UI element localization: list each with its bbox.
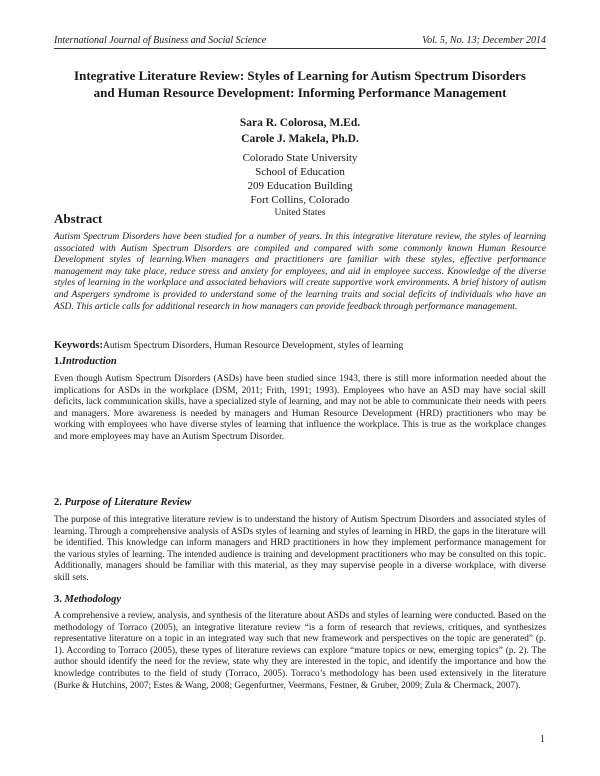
abstract-text: Autism Spectrum Disorders have been studied for a number of years. In this integrative literature review, the styles of learning associated with Autism Spectrum Disorders are compiled and compared with some commonly known Human Resource Development styles of learning.When managers and practitioners are familiar with these styles, effective performance management may take place, reduce stress and anxiety for employees, and aid in employee success. Knowledge of the diverse styles of learning in the workplace and associated behaviors will create supportive work environments. A brief history of autism and Aspergers syndrome is provided to understand some of the learning traits and social deficits of individuals who have an ASD. This article calls for additional research in how managers can provide feedback through performance management.	[54, 232, 546, 312]
keywords-line	[54, 340, 546, 351]
section-title: Methodology	[64, 594, 122, 605]
section-text-purpose: The purpose of this integrative literature review is to understand the history of Autism Spectrum Disorders and associated styles of learning. Through a comprehensive analysis of ASDs styles of learning and styles of learning in HRD, the gaps in the literature will be identified. This knowledge can inform managers and HRD practitioners in how they implement performance management for the various styles of learning. The intended audience is training and development practitioners who may be consulted on this topic. Additionally, managers should be familiar with this material, as they may supervise people in a diverse workplace, with diverse skill sets.	[54, 515, 546, 583]
affiliation-university: Colorado State University	[242, 152, 358, 164]
section-heading-introduction	[54, 356, 117, 367]
running-header	[54, 35, 546, 49]
title-line: and Human Resource Development: Informing Performance Management	[93, 85, 507, 100]
keywords-label: Keywords:	[54, 340, 103, 351]
section-title: Introduction	[61, 356, 117, 367]
author-block	[54, 115, 546, 219]
author-name: Carole J. Makela, Ph.D.	[241, 133, 359, 145]
issue-info: Vol. 5, No. 13; December 2014	[422, 35, 546, 46]
section-text-methodology: A comprehensive a review, analysis, and synthesis of the literature about ASDs and styles of learning were conducted. Based on the methodology of Torraco (2005), an integrative literature review “is a form of research that reviews, critiques, and synthesizes representative literature on a topic in an integrated way such that new framework and perspectives on the topic are generated” (p. 1). According to Torraco (2005), these types of literature reviews can explore “mature topics or new, emerging topics” (p. 2). The author should identify the need for the review, state why they are interested in the topic, and identify the importance and how the knowledge contributes to the field of study (Torraco, 2005). Torraco’s methodology has been used extensively in the literature (Burke & Hutchins, 2007; Estes & Wang, 2008; Gegenfurtner, Veermans, Festner, & Gruber, 2009; Zula & Chermack, 2007).	[54, 611, 546, 691]
paper-title	[54, 67, 546, 101]
affiliation-building: 209 Education Building	[247, 180, 353, 192]
section-text-introduction: Even though Autism Spectrum Disorders (ASDs) have been studied since 1943, there is still more information needed about the implications for ASDs in the workplace (DSM, 2011; Frith, 1991; 1993). Employees who have an ASD may have social skill deficits, lack communication skills, have a specialized style of learning, and may not be able to communicate their needs with peers and managers. More awareness is needed by managers and Human Resource Development (HRD) practitioners who may be working with employees who have diverse styles of learning that influence the workplace. This is true as the workplace changes and more employees may have an Autism Spectrum Disorder.	[54, 374, 546, 442]
section-number: 2.	[54, 497, 62, 508]
affiliation-country: United States	[274, 208, 326, 218]
section-number: 1.	[54, 356, 62, 367]
title-line: Integrative Literature Review: Styles of Learning for Autism Spectrum Disorders	[74, 68, 526, 83]
section-title: Purpose of Literature Review	[64, 497, 192, 508]
section-heading-purpose	[54, 497, 191, 508]
page-number: 1	[540, 734, 545, 745]
section-heading-methodology	[54, 594, 121, 605]
author-name: Sara R. Colorosa, M.Ed.	[239, 117, 361, 129]
affiliation-city: Fort Collins, Colorado	[250, 194, 350, 206]
keywords-text: Autism Spectrum Disorders, Human Resource Development, styles of learning	[103, 341, 404, 351]
affiliation-school: School of Education	[255, 166, 345, 178]
section-number: 3.	[54, 594, 62, 605]
abstract-heading: Abstract	[54, 211, 103, 226]
journal-name: International Journal of Business and Social Science	[54, 35, 267, 46]
